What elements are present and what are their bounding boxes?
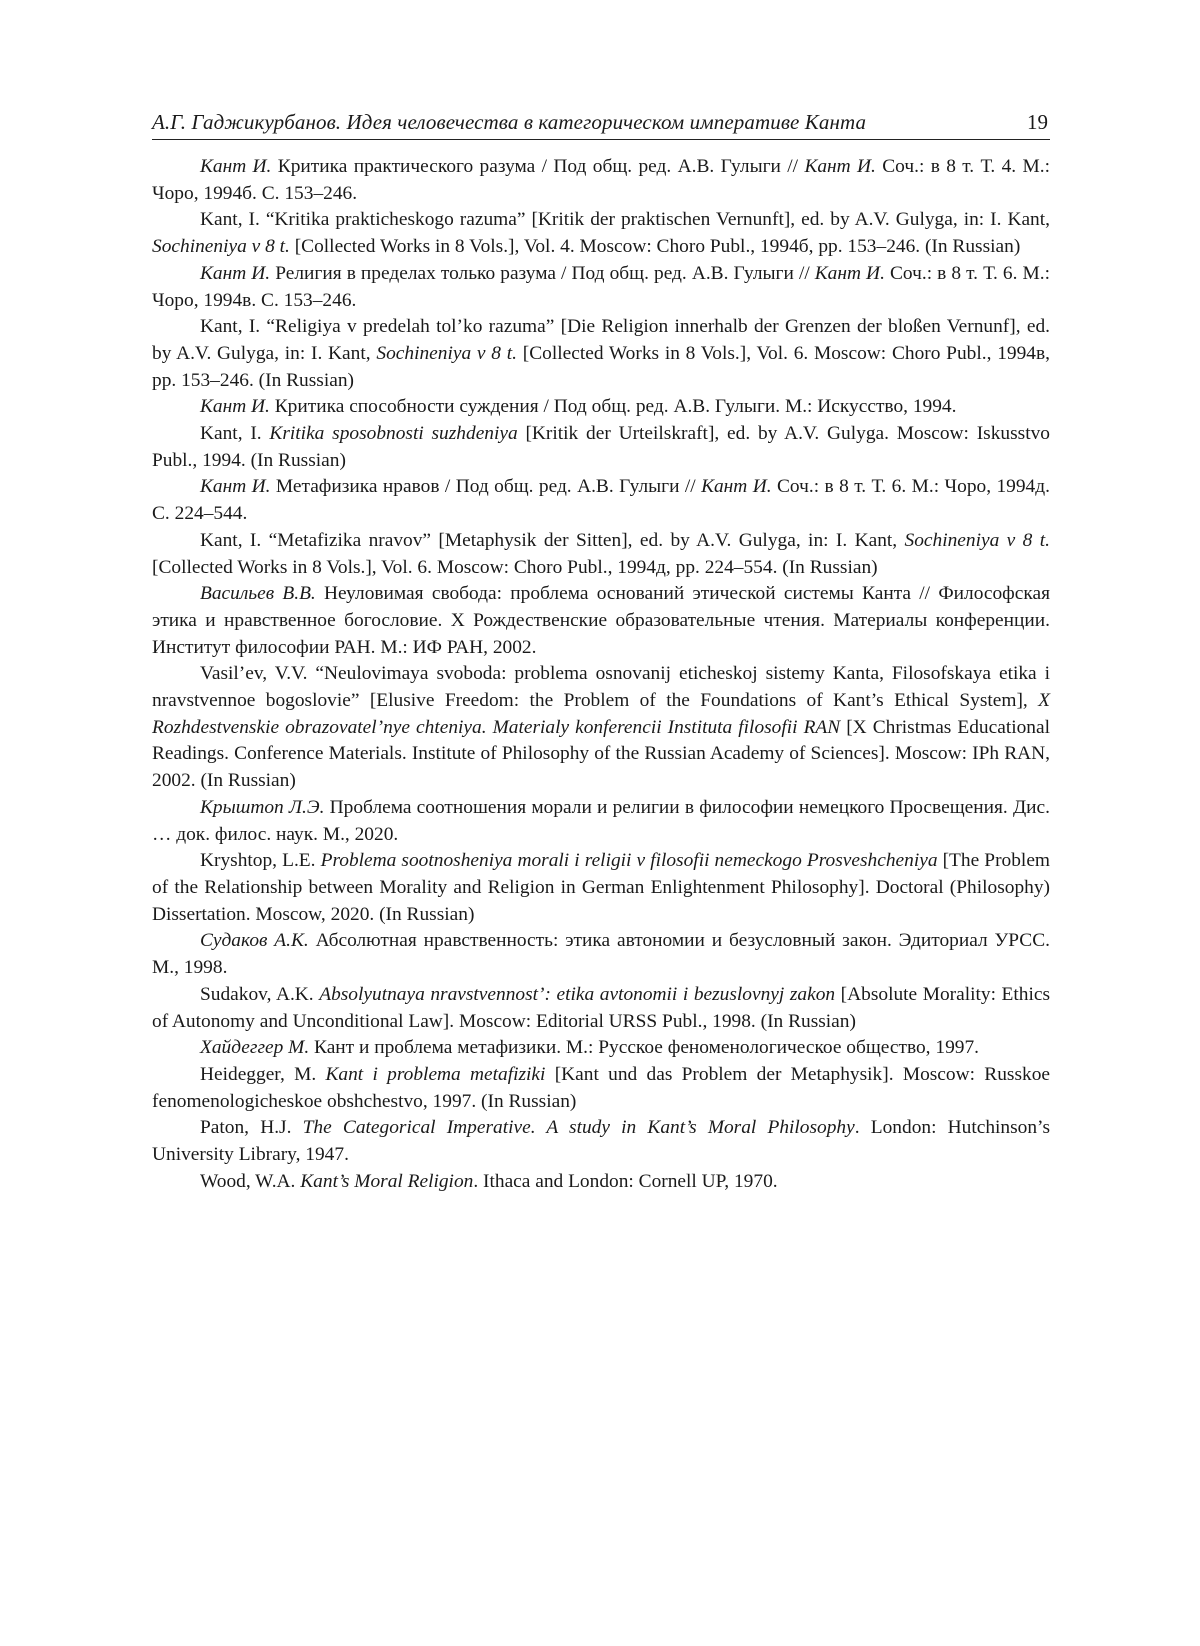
reference-entry [152, 848, 1050, 928]
reference-entry [152, 795, 1050, 848]
reference-text: Абсолютная нравственность: этика автономии и безусловный закон. Эдиториал УРСС. М., 1998. [152, 930, 1050, 979]
reference-entry [152, 1115, 1050, 1168]
reference-entry [152, 207, 1050, 260]
reference-text: Kant, I. [200, 423, 270, 445]
reference-author: Хайдеггер М. [200, 1037, 310, 1059]
reference-text: Kryshtop, L.E. [200, 850, 321, 872]
reference-text: [X Christmas Educational Readings. Conference Materials. Institute of Philosophy of the Russian Academy of Sciences]. Moscow: IPh RAN, 2002. (In Russian) [152, 716, 1050, 792]
running-head: А.Г. Гаджикурбанов. Идея человечества в категорическом императиве Канта [152, 110, 867, 134]
reference-italic: Problema sootnosheniya morali i religii v filosofii nemeckogo Prosveshcheniya [320, 850, 938, 872]
reference-author: Васильев В.В. [200, 583, 316, 605]
reference-author: Кант И. [200, 396, 270, 418]
reference-list [152, 154, 1050, 1195]
reference-entry [152, 474, 1050, 527]
reference-text: [Collected Works in 8 Vols.], Vol. 6. Moscow: Choro Publ., 1994в, pp. 153–246. (In Russian) [152, 342, 1050, 391]
reference-text: [Collected Works in 8 Vols.], Vol. 4. Moscow: Choro Publ., 1994б, pp. 153–246. (In Russian) [289, 236, 1021, 258]
reference-entry [152, 1035, 1050, 1062]
reference-text: Соч.: в 8 т. Т. 4. М.: Чоро, 1994б. С. 153–246. [152, 156, 1050, 204]
reference-text: Paton, H.J. [200, 1117, 303, 1139]
reference-text: Kant, I. “Metafizika nravov” [Metaphysik der Sitten], ed. by A.V. Gulyga, in: I. Kant, [200, 529, 905, 551]
reference-entry [152, 928, 1050, 981]
reference-text: [Collected Works in 8 Vols.], Vol. 6. Moscow: Choro Publ., 1994д, pp. 224–554. (In Russian) [152, 556, 878, 578]
reference-entry [152, 421, 1050, 474]
reference-italic: Kant’s Moral Religion [300, 1170, 474, 1192]
reference-text: Кант и проблема метафизики. М.: Русское феноменологическое общество, 1997. [309, 1037, 979, 1059]
reference-text: Vasil’ev, V.V. “Neulovimaya svoboda: problema osnovanij eticheskoj sistemy Kanta, Filosofskaya etika i nravstvennoe bogoslovie” [Elusive Freedom: the Problem of the Foundations of Kant’s Ethical System], [152, 663, 1050, 712]
reference-text: Проблема соотношения морали и религии в философии немецкого Просвещения. Дис. … док. филос. наук. М., 2020. [152, 796, 1050, 845]
reference-text: Религия в пределах только разума / Под общ. ред. А.В. Гулыги // [270, 262, 815, 284]
reference-italic: Sochineniya v 8 t. [376, 342, 517, 364]
reference-text: [Kant und das Problem der Metaphysik]. Moscow: Russkoe fenomenologicheskoe obshchestvo, 1997. (In Russian) [152, 1063, 1051, 1112]
reference-text: Критика практического разума / Под общ. ред. А.В. Гулыги // [271, 156, 805, 177]
reference-italic: Кант И. [804, 156, 876, 177]
reference-text: [Absolute Morality: Ethics of Autonomy and Unconditional Law]. Moscow: Editorial URSS Publ., 1998. (In Russian) [152, 983, 1050, 1032]
reference-text: Соч.: в 8 т. Т. 6. М.: Чоро, 1994в. С. 153–246. [152, 262, 1051, 311]
reference-text: Kant, I. “Kritika prakticheskogo razuma” [Kritik der praktischen Vernunft], ed. by A.V. Gulyga, in: I. Kant, [200, 209, 1050, 231]
reference-entry [152, 982, 1050, 1035]
reference-text: Kant, I. “Religiya v predelah tol’ko razuma” [Die Religion innerhalb der Grenzen der bloßen Vernunf], ed. by A.V. Gulyga, in: I. Kant, [152, 316, 1050, 364]
reference-text: [The Problem of the Relationship between Morality and Religion in German Enlightenment Philosophy]. Doctoral (Philosophy) Dissertation. Moscow, 2020. (In Russian) [152, 850, 1051, 925]
reference-text: . Ithaca and London: Cornell UP, 1970. [473, 1170, 778, 1192]
reference-italic: X Rozhdestvenskie obrazovatel’nye chteniya. Materialy konferencii Instituta filosofii RAN [152, 690, 1050, 738]
reference-entry [152, 1169, 1050, 1196]
reference-entry [152, 394, 1050, 421]
reference-italic: Sochineniya v 8 t. [904, 529, 1050, 551]
reference-entry [152, 154, 1050, 207]
page-number: 19 [1027, 110, 1048, 134]
reference-text: Wood, W.A. [200, 1170, 301, 1192]
reference-italic: Kant i problema metafiziki [325, 1063, 546, 1085]
reference-text: Соч.: в 8 т. Т. 6. М.: Чоро, 1994д. С. 224–544. [152, 476, 1050, 525]
reference-text: Heidegger, M. [200, 1063, 326, 1085]
reference-italic: The Categorical Imperative. A study in Kant’s Moral Philosophy [302, 1117, 855, 1139]
reference-italic: Absolyutnaya nravstvennost’: etika avtonomii i bezuslovnyj zakon [319, 983, 836, 1005]
reference-author: Кант И. [200, 156, 272, 177]
reference-text: Sudakov, A.K. [200, 983, 320, 1005]
reference-entry [152, 314, 1050, 394]
reference-text: Метафизика нравов / Под общ. ред. А.В. Гулыги // [270, 476, 702, 498]
reference-entry [152, 528, 1050, 581]
reference-author: Крыштоп Л.Э. [200, 796, 325, 818]
reference-italic: Sochineniya v 8 t. [152, 236, 290, 258]
reference-text: [Kritik der Urteilskraft], ed. by A.V. Gulyga. Moscow: Iskusstvo Publ., 1994. (In Russian) [152, 423, 1050, 471]
reference-entry [152, 261, 1050, 314]
reference-entry [152, 581, 1050, 661]
reference-entry [152, 661, 1050, 795]
reference-text: Неуловимая свобода: проблема оснований этической системы Канта // Философская этика и нравственное богословие. X Рождественские образовательные чтения. Материалы конференции. Институт философии РАН. М.: ИФ РАН, 2002. [152, 583, 1050, 658]
reference-text: . London: Hutchinson’s University Library, 1947. [152, 1117, 1050, 1166]
reference-italic: Kritika sposobnosti suzhdeniya [269, 423, 518, 445]
page-header [152, 106, 1050, 140]
reference-author: Кант И. [200, 262, 271, 284]
reference-author: Кант И. [200, 476, 271, 498]
reference-text: Критика способности суждения / Под общ. ред. А.В. Гулыги. М.: Искусство, 1994. [269, 396, 957, 418]
reference-italic: Кант И. [814, 262, 885, 284]
reference-entry [152, 1062, 1050, 1115]
reference-author: Судаков А.К. [200, 930, 309, 952]
reference-italic: Кант И. [701, 476, 772, 498]
